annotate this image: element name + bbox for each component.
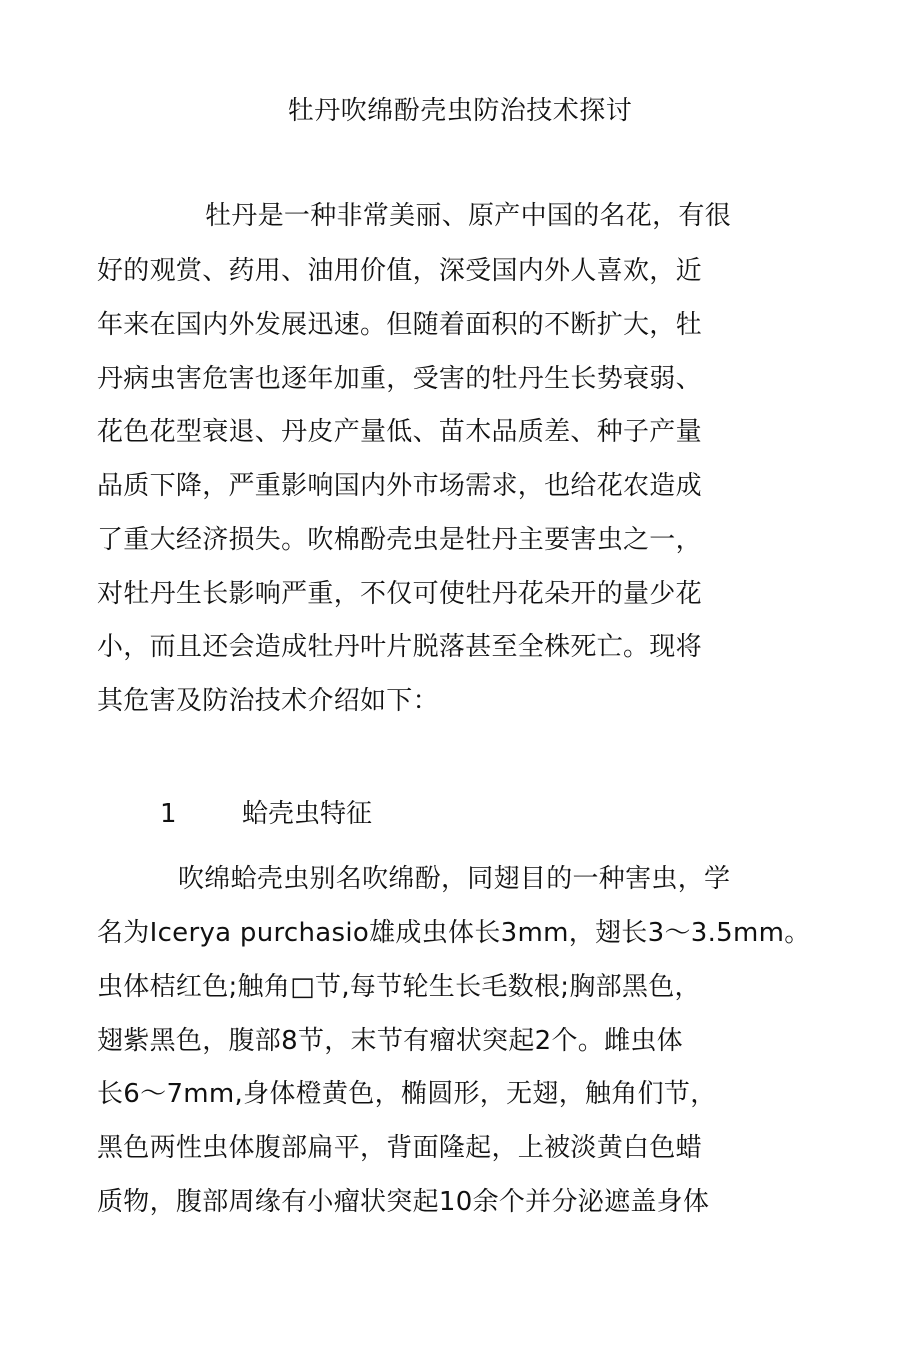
- paragraph-line: 长6～7mm,身体橙黄色，椭圆形，无翅，触角们节，: [97, 1079, 717, 1109]
- paragraph-line: 花色花型衰退、丹皮产量低、苗木品质差、种子产量: [97, 417, 702, 447]
- paragraph-line: 小，而且还会造成牡丹叶片脱落甚至全株死亡。现将: [97, 632, 702, 662]
- page-title: 牡丹吹绵酚壳虫防治技术探讨: [287, 96, 633, 126]
- paragraph-line: 黑色两性虫体腹部扁平，背面隆起，上被淡黄白色蜡: [97, 1133, 702, 1163]
- paragraph-line: 牡丹是一种非常美丽、原产中国的名花，有很: [205, 201, 732, 231]
- paragraph-line: 翅紫黑色，腹部8节，末节有瘤状突起2个。雌虫体: [97, 1026, 683, 1056]
- paragraph-line: 年来在国内外发展迅速。但随着面积的不断扩大，牡: [97, 310, 702, 340]
- section-title: 蛤壳虫特征: [242, 799, 373, 829]
- paragraph-line: 品质下降，严重影响国内外市场需求，也给花农造成: [97, 471, 702, 501]
- paragraph-line: 其危害及防治技术介绍如下：: [97, 686, 439, 716]
- section-number: 1: [160, 799, 177, 829]
- paragraph-line: 好的观赏、药用、油用价值，深受国内外人喜欢，近: [97, 256, 702, 286]
- paragraph-line: 了重大经济损失。吹棉酚壳虫是牡丹主要害虫之一，: [97, 525, 702, 555]
- paragraph-line: 质物，腹部周缘有小瘤状突起10余个并分泌遮盖身体: [97, 1187, 710, 1217]
- paragraph-line: 对牡丹生长影响严重，不仅可使牡丹花朵开的量少花: [97, 579, 702, 609]
- paragraph-line: 虫体桔红色;触角□节,每节轮生长毛数根;胸部黑色，: [97, 972, 701, 1002]
- paragraph-line: 名为Icerya purchasio雄成虫体长3mm，翅长3～3.5mm。: [97, 918, 811, 948]
- paragraph-line: 吹绵蛤壳虫别名吹绵酚，同翅目的一种害虫，学: [178, 864, 731, 894]
- paragraph-line: 丹病虫害危害也逐年加重，受害的牡丹生长势衰弱、: [97, 364, 702, 394]
